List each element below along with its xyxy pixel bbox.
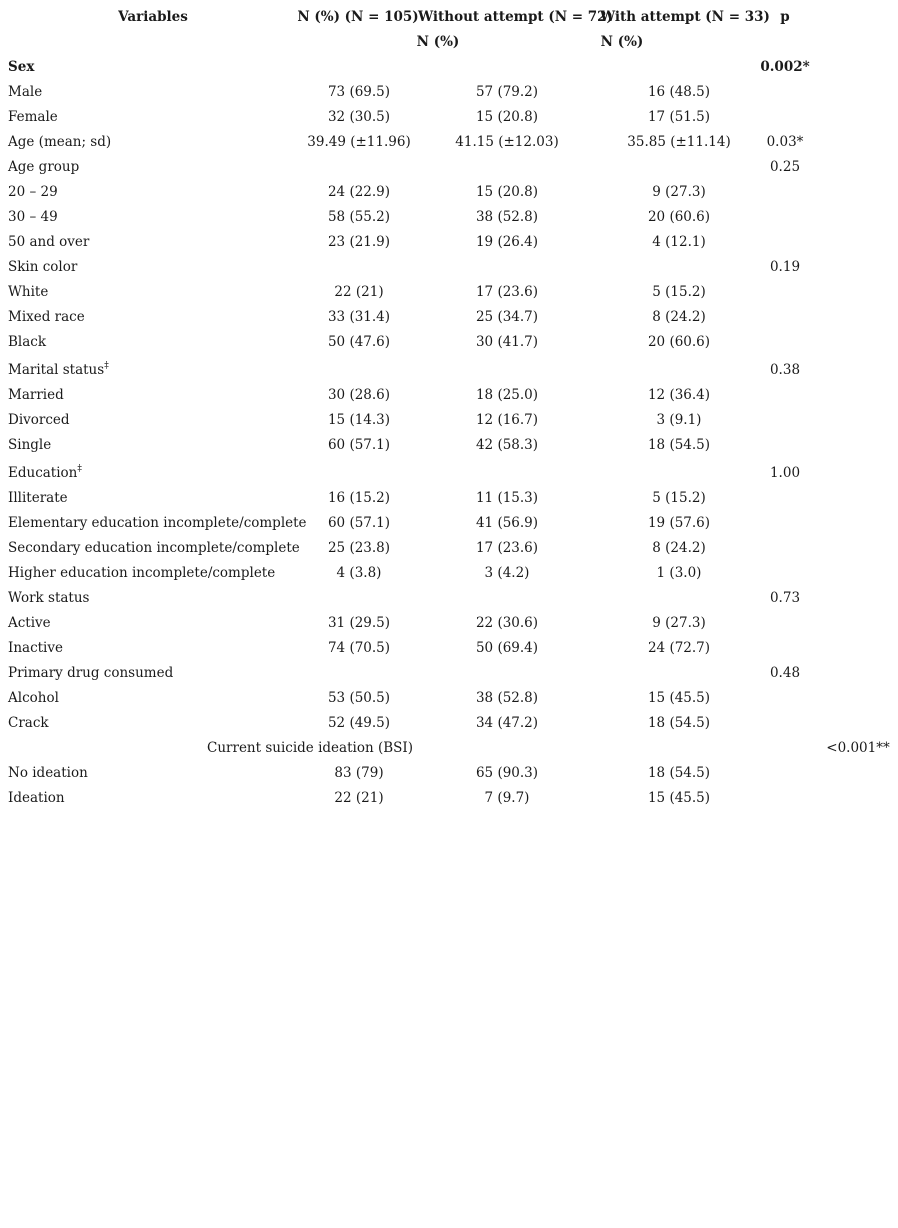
header-variables: Variables	[118, 9, 188, 25]
table-row	[0, 561, 898, 586]
table-row	[0, 636, 898, 661]
table-row	[0, 686, 898, 711]
row-label-text: Black	[8, 334, 47, 350]
row-total: 83 (79)	[334, 765, 384, 781]
row-label	[8, 105, 58, 130]
row-p-value	[760, 433, 810, 458]
table-row	[0, 536, 898, 561]
row-label-text: White	[8, 284, 49, 300]
row-label	[8, 511, 307, 536]
table-row	[0, 761, 898, 786]
row-total: 32 (30.5)	[327, 109, 391, 125]
row-label	[8, 611, 51, 636]
row-total: 31 (29.5)	[327, 615, 391, 631]
row-total	[300, 461, 418, 486]
row-without-attempt: 7 (9.7)	[484, 790, 530, 806]
row-without-attempt	[418, 586, 596, 611]
table-row	[0, 586, 898, 611]
table-row	[0, 330, 898, 355]
subheader-with: N (%)	[600, 34, 644, 50]
row-total: 15 (14.3)	[327, 412, 391, 428]
row-total: 73 (69.5)	[327, 84, 391, 100]
row-label-text: 30 – 49	[8, 209, 58, 225]
row-total	[300, 155, 418, 180]
row-with-attempt: 19 (57.6)	[647, 515, 711, 531]
row-label	[8, 80, 42, 105]
row-p-value: <0.001**	[826, 740, 890, 756]
row-label	[8, 686, 59, 711]
row-p-value: 0.73	[769, 590, 801, 606]
table-subheader-row	[0, 30, 898, 55]
row-without-attempt	[418, 661, 596, 686]
row-p-value	[760, 205, 810, 230]
subheader-without: N (%)	[416, 34, 460, 50]
table-row	[0, 230, 898, 255]
row-label-text: Primary drug consumed	[8, 665, 174, 681]
row-with-attempt: 18 (54.5)	[647, 437, 711, 453]
row-without-attempt: 17 (23.6)	[475, 284, 539, 300]
table-row	[0, 486, 898, 511]
row-label-text: Female	[8, 109, 58, 125]
row-label	[8, 155, 79, 180]
row-label	[8, 280, 48, 305]
row-without-attempt: 38 (52.8)	[475, 209, 539, 225]
row-label-text: Illiterate	[8, 490, 68, 506]
row-label-text: Secondary education incomplete/complete	[8, 540, 300, 556]
row-with-attempt: 8 (24.2)	[652, 540, 706, 556]
row-with-attempt: 5 (15.2)	[652, 490, 706, 506]
row-label	[8, 180, 58, 205]
row-total: 30 (28.6)	[327, 387, 391, 403]
row-with-attempt: 35.85 (±11.14)	[627, 134, 731, 150]
row-p-value: 0.19	[769, 259, 801, 275]
row-total: 58 (55.2)	[327, 209, 391, 225]
row-total	[300, 586, 418, 611]
row-total: 22 (21)	[334, 284, 384, 300]
row-total: 52 (49.5)	[327, 715, 391, 731]
table-row	[0, 511, 898, 536]
row-label	[8, 358, 109, 383]
row-total: 39.49 (±11.96)	[307, 134, 411, 150]
row-label-text: Work status	[8, 590, 90, 606]
row-label-text: Skin color	[8, 259, 78, 275]
table-row	[0, 711, 898, 736]
row-total: 60 (57.1)	[327, 515, 391, 531]
table-row	[0, 736, 898, 761]
row-with-attempt: 15 (45.5)	[647, 790, 711, 806]
row-p-value	[760, 511, 810, 536]
table-row	[0, 55, 898, 80]
table-row	[0, 280, 898, 305]
row-total	[300, 358, 418, 383]
row-p-value	[760, 761, 810, 786]
row-label-text: Married	[8, 387, 64, 403]
row-p-value	[760, 636, 810, 661]
row-with-attempt: 20 (60.6)	[647, 334, 711, 350]
row-label	[8, 711, 49, 736]
row-label	[8, 433, 51, 458]
row-label	[8, 636, 63, 661]
table-row	[0, 358, 898, 383]
row-without-attempt	[418, 358, 596, 383]
row-label	[8, 661, 173, 686]
row-p-value	[760, 305, 810, 330]
row-label-text: Alcohol	[8, 690, 59, 706]
row-p-value	[760, 686, 810, 711]
row-label-text: Education	[8, 465, 78, 481]
table-row	[0, 105, 898, 130]
row-label-text: Sex	[8, 59, 35, 75]
row-with-attempt: 9 (27.3)	[652, 184, 706, 200]
row-p-value	[760, 280, 810, 305]
footnote-marker: ‡	[77, 464, 82, 474]
row-with-attempt: 4 (12.1)	[652, 234, 706, 250]
table-row	[0, 611, 898, 636]
row-total: 53 (50.5)	[327, 690, 391, 706]
row-p-value: 0.03*	[766, 134, 804, 150]
row-label-text: Elementary education incomplete/complete	[8, 515, 307, 531]
row-label-text: Ideation	[8, 790, 65, 806]
row-with-attempt	[598, 586, 760, 611]
row-label-text: Age group	[8, 159, 80, 175]
row-label	[8, 255, 77, 280]
row-with-attempt: 8 (24.2)	[652, 309, 706, 325]
row-p-value	[760, 80, 810, 105]
row-total: 22 (21)	[334, 790, 384, 806]
table-row	[0, 80, 898, 105]
row-label-text: Marital status	[8, 362, 105, 378]
row-label	[8, 205, 58, 230]
row-label	[8, 305, 85, 330]
table-row	[0, 155, 898, 180]
table-row	[0, 255, 898, 280]
row-with-attempt	[598, 358, 760, 383]
row-p-value	[760, 561, 810, 586]
row-with-attempt: 5 (15.2)	[652, 284, 706, 300]
row-total: 33 (31.4)	[327, 309, 391, 325]
row-p-value	[760, 105, 810, 130]
row-p-value	[760, 611, 810, 636]
row-without-attempt: 38 (52.8)	[475, 690, 539, 706]
row-with-attempt: 20 (60.6)	[647, 209, 711, 225]
row-with-attempt	[598, 155, 760, 180]
row-with-attempt	[598, 461, 760, 486]
row-with-attempt: 3 (9.1)	[656, 412, 702, 428]
row-without-attempt: 50 (69.4)	[475, 640, 539, 656]
row-p-value	[760, 330, 810, 355]
row-with-attempt	[598, 255, 760, 280]
row-total: 50 (47.6)	[327, 334, 391, 350]
row-without-attempt: 17 (23.6)	[475, 540, 539, 556]
row-with-attempt: 18 (54.5)	[647, 715, 711, 731]
footnote-marker: ‡	[104, 361, 109, 371]
row-label-text: Single	[8, 437, 52, 453]
row-total: 16 (15.2)	[327, 490, 391, 506]
row-with-attempt: 18 (54.5)	[647, 765, 711, 781]
row-with-attempt: 1 (3.0)	[656, 565, 702, 581]
row-without-attempt: 65 (90.3)	[475, 765, 539, 781]
row-with-attempt	[598, 55, 760, 80]
row-label	[8, 561, 275, 586]
row-label	[8, 408, 70, 433]
row-total: 4 (3.8)	[336, 565, 382, 581]
row-label-text: Divorced	[8, 412, 70, 428]
row-without-attempt: 11 (15.3)	[475, 490, 539, 506]
table-header-row	[0, 5, 898, 30]
row-total	[300, 255, 418, 280]
row-with-attempt: 15 (45.5)	[647, 690, 711, 706]
row-total	[300, 661, 418, 686]
row-p-value	[760, 536, 810, 561]
row-p-value: 1.00	[769, 465, 801, 481]
row-without-attempt: 42 (58.3)	[475, 437, 539, 453]
row-label-text: 50 and over	[8, 234, 90, 250]
row-p-value	[760, 230, 810, 255]
row-p-value	[760, 786, 810, 811]
row-p-value: 0.38	[769, 362, 801, 378]
row-without-attempt: 22 (30.6)	[475, 615, 539, 631]
row-label-text: Mixed race	[8, 309, 85, 325]
row-label	[8, 761, 88, 786]
header-with-attempt: With attempt (N = 33)	[600, 9, 770, 25]
row-without-attempt: 41 (56.9)	[475, 515, 539, 531]
table-row	[0, 383, 898, 408]
row-with-attempt: 16 (48.5)	[647, 84, 711, 100]
header-p: p	[780, 9, 790, 25]
row-without-attempt: 34 (47.2)	[475, 715, 539, 731]
row-without-attempt: 12 (16.7)	[475, 412, 539, 428]
row-label	[8, 55, 34, 80]
row-without-attempt	[418, 461, 596, 486]
row-total	[300, 55, 418, 80]
row-label-text: 20 – 29	[8, 184, 58, 200]
row-without-attempt: 25 (34.7)	[475, 309, 539, 325]
row-p-value	[760, 180, 810, 205]
row-label	[8, 786, 65, 811]
table-row	[0, 130, 898, 155]
row-with-attempt: 17 (51.5)	[647, 109, 711, 125]
row-with-attempt	[598, 661, 760, 686]
table-row	[0, 205, 898, 230]
row-label: Current suicide ideation (BSI)	[207, 740, 413, 756]
row-p-value	[760, 408, 810, 433]
table-row	[0, 661, 898, 686]
row-label	[8, 130, 111, 155]
row-label-text: Male	[8, 84, 43, 100]
row-without-attempt: 19 (26.4)	[475, 234, 539, 250]
row-without-attempt	[418, 55, 596, 80]
row-without-attempt: 57 (79.2)	[475, 84, 539, 100]
row-label-text: Crack	[8, 715, 49, 731]
row-label	[8, 486, 68, 511]
table-row	[0, 408, 898, 433]
table-row	[0, 305, 898, 330]
table-row	[0, 180, 898, 205]
row-total: 23 (21.9)	[327, 234, 391, 250]
row-label	[8, 330, 46, 355]
row-label	[8, 461, 82, 486]
row-total: 74 (70.5)	[327, 640, 391, 656]
row-label	[8, 536, 300, 561]
row-p-value	[760, 711, 810, 736]
row-with-attempt: 12 (36.4)	[647, 387, 711, 403]
row-without-attempt	[418, 255, 596, 280]
row-p-value: 0.002*	[760, 59, 810, 75]
row-label-text: Age (mean; sd)	[8, 134, 112, 150]
row-label	[8, 383, 64, 408]
row-without-attempt: 18 (25.0)	[475, 387, 539, 403]
row-without-attempt: 30 (41.7)	[475, 334, 539, 350]
row-without-attempt: 15 (20.8)	[475, 109, 539, 125]
row-label-text: Active	[8, 615, 51, 631]
row-total: 24 (22.9)	[327, 184, 391, 200]
row-without-attempt: 3 (4.2)	[484, 565, 530, 581]
row-label-text: Inactive	[8, 640, 63, 656]
row-without-attempt: 41.15 (±12.03)	[455, 134, 559, 150]
row-p-value	[760, 383, 810, 408]
row-with-attempt: 9 (27.3)	[652, 615, 706, 631]
row-without-attempt: 15 (20.8)	[475, 184, 539, 200]
row-label	[8, 230, 89, 255]
header-without-attempt: Without attempt (N = 72)	[418, 9, 613, 25]
row-label-text: Higher education incomplete/complete	[8, 565, 276, 581]
row-label	[8, 586, 89, 611]
row-p-value	[760, 486, 810, 511]
row-total: 25 (23.8)	[327, 540, 391, 556]
row-total: 60 (57.1)	[327, 437, 391, 453]
row-label-text: No ideation	[8, 765, 88, 781]
row-without-attempt	[418, 155, 596, 180]
row-with-attempt: 24 (72.7)	[647, 640, 711, 656]
table-row	[0, 461, 898, 486]
header-total: N (%) (N = 105)	[297, 9, 419, 25]
row-p-value: 0.25	[769, 159, 801, 175]
table-row	[0, 786, 898, 811]
table-row	[0, 433, 898, 458]
row-p-value: 0.48	[769, 665, 801, 681]
